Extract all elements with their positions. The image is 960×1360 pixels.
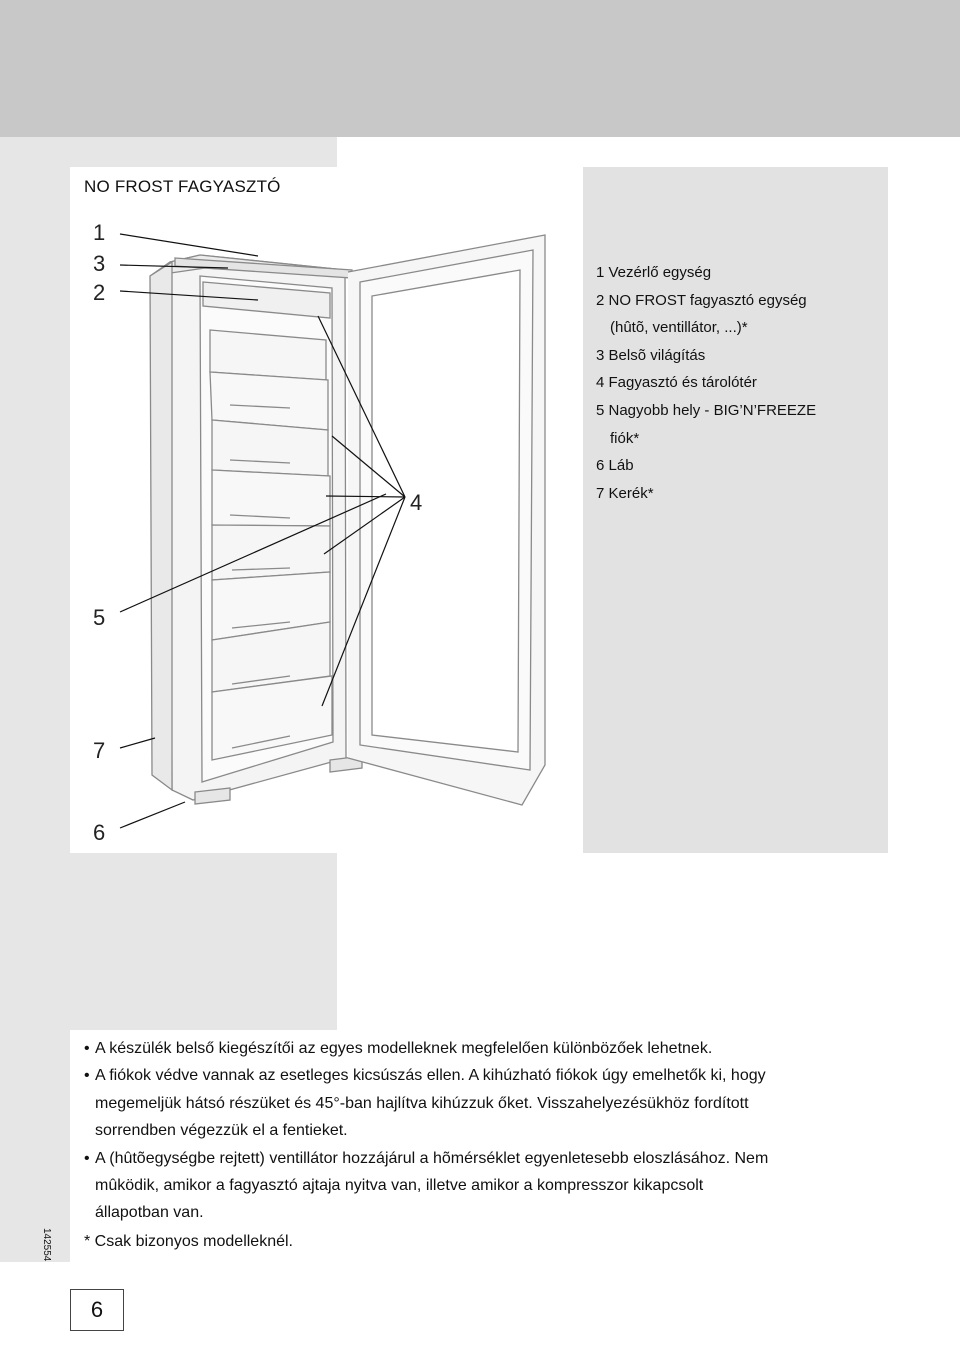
note-text-line: mûködik, amikor a fagyasztó ajtaja nyitva van, illetve amikor a kompresszor kikapcsolt — [95, 1177, 704, 1195]
note-text: A (hûtõegységbe rejtett) ventillátor hozzájárul a hõmérséklet egyenletesebb eloszlásához. Nem — [95, 1149, 769, 1167]
cabinet-side — [150, 262, 172, 790]
callout-5: 5 — [93, 605, 106, 630]
freezer-diagram — [70, 167, 582, 853]
callout-3: 3 — [93, 251, 106, 276]
door-liner — [372, 270, 520, 752]
note-item — [84, 1062, 884, 1144]
callout-2: 2 — [93, 280, 106, 305]
note-text-line: megemeljük hátsó részüket és 45°-ban hajlítva kihúzzuk őket. Visszahelyezésükhöz fordított — [95, 1094, 749, 1112]
notes-list — [84, 1035, 884, 1227]
note-item — [84, 1035, 884, 1062]
legend-item: 6 Láb — [596, 457, 634, 475]
section-title: NO FROST FAGYASZTÓ — [84, 177, 281, 196]
callout-1: 1 — [93, 220, 106, 245]
bullet-icon: • — [84, 1067, 90, 1085]
document-code: 142554 — [41, 1228, 52, 1262]
callout-7: 7 — [93, 738, 106, 763]
legend-item: 2 NO FROST fagyasztó egység — [596, 291, 807, 309]
page-number: 6 — [70, 1289, 124, 1331]
callout-4: 4 — [410, 490, 423, 515]
bullet-icon: • — [84, 1149, 90, 1167]
footnote: * Csak bizonyos modelleknél. — [84, 1233, 293, 1250]
legend-item: 5 Nagyobb hely - BIG’N’FREEZE — [596, 401, 817, 419]
callout-6: 6 — [93, 820, 106, 845]
drawer — [212, 525, 330, 580]
note-text: A fiókok védve vannak az esetleges kicsúszás ellen. A kihúzható fiókok úgy emelhetők ki, hogy — [95, 1067, 766, 1085]
note-item — [84, 1145, 884, 1227]
legend-item: 3 Belsõ világítás — [596, 346, 706, 364]
header-band — [0, 0, 960, 137]
note-text: A készülék belső kiegészítői az egyes modelleknek megfelelően különbözőek lehetnek. — [95, 1040, 713, 1057]
legend-item-continuation: fiók* — [610, 429, 640, 447]
legend-item: 7 Kerék* — [596, 484, 654, 502]
legend-item-continuation: (hûtõ, ventillátor, ...)* — [610, 319, 748, 337]
drawer — [212, 420, 328, 476]
note-text-line: sorrendben végezzük el a fentieket. — [95, 1122, 348, 1140]
legend-item: 1 Vezérlő egység — [596, 264, 712, 281]
parts-legend — [596, 259, 816, 507]
note-text-line: állapotban van. — [95, 1204, 204, 1222]
legend-item: 4 Fagyasztó és tárolótér — [596, 374, 757, 392]
bullet-icon: • — [84, 1040, 90, 1057]
